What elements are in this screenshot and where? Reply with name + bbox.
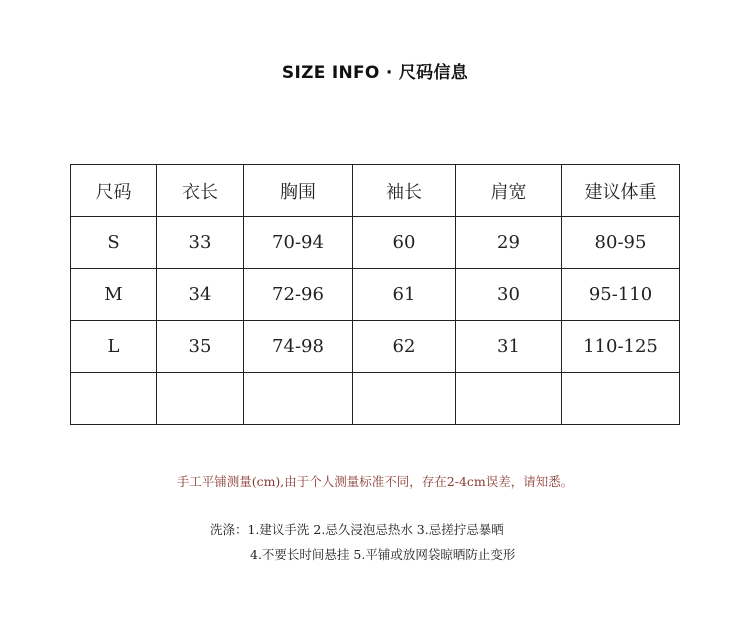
table-cell: 61 bbox=[353, 269, 456, 321]
table-row bbox=[71, 269, 680, 321]
table-cell: 110-125 bbox=[562, 321, 680, 373]
size-table bbox=[70, 164, 680, 425]
table-cell: 35 bbox=[157, 321, 244, 373]
table-cell: M bbox=[71, 269, 157, 321]
header-size: 尺码 bbox=[71, 165, 157, 217]
table-row bbox=[71, 321, 680, 373]
table-cell bbox=[456, 373, 562, 425]
header-weight: 建议体重 bbox=[562, 165, 680, 217]
header-chest: 胸围 bbox=[244, 165, 353, 217]
page-title: SIZE INFO · 尺码信息 bbox=[281, 63, 469, 83]
wash-instructions-line-1: 洗涤：1.建议手洗 2.忌久浸泡忌热水 3.忌搓拧忌暴晒 bbox=[210, 522, 504, 537]
table-row bbox=[71, 217, 680, 269]
table-cell: L bbox=[71, 321, 157, 373]
table-cell: 72-96 bbox=[244, 269, 353, 321]
header-shoulder: 肩宽 bbox=[456, 165, 562, 217]
table-cell bbox=[157, 373, 244, 425]
header-length: 衣长 bbox=[157, 165, 244, 217]
table-cell: 31 bbox=[456, 321, 562, 373]
table-cell bbox=[353, 373, 456, 425]
header-sleeve: 袖长 bbox=[353, 165, 456, 217]
wash-instructions-line-2: 4.不要长时间悬挂 5.平铺或放网袋晾晒防止变形 bbox=[250, 547, 516, 562]
table-cell: 60 bbox=[353, 217, 456, 269]
table-cell: 80-95 bbox=[562, 217, 680, 269]
table-cell: 74-98 bbox=[244, 321, 353, 373]
table-cell: 70-94 bbox=[244, 217, 353, 269]
table-cell bbox=[71, 373, 157, 425]
table-cell bbox=[562, 373, 680, 425]
table-cell: 33 bbox=[157, 217, 244, 269]
table-cell bbox=[244, 373, 353, 425]
table-cell: 62 bbox=[353, 321, 456, 373]
table-cell: 30 bbox=[456, 269, 562, 321]
table-cell: 95-110 bbox=[562, 269, 680, 321]
table-cell: 29 bbox=[456, 217, 562, 269]
measurement-note: 手工平铺测量(cm),由于个人测量标准不同，存在2-4cm误差，请知悉。 bbox=[176, 474, 574, 489]
table-cell: S bbox=[71, 217, 157, 269]
table-cell: 34 bbox=[157, 269, 244, 321]
table-header-row bbox=[71, 165, 680, 217]
table-row bbox=[71, 373, 680, 425]
